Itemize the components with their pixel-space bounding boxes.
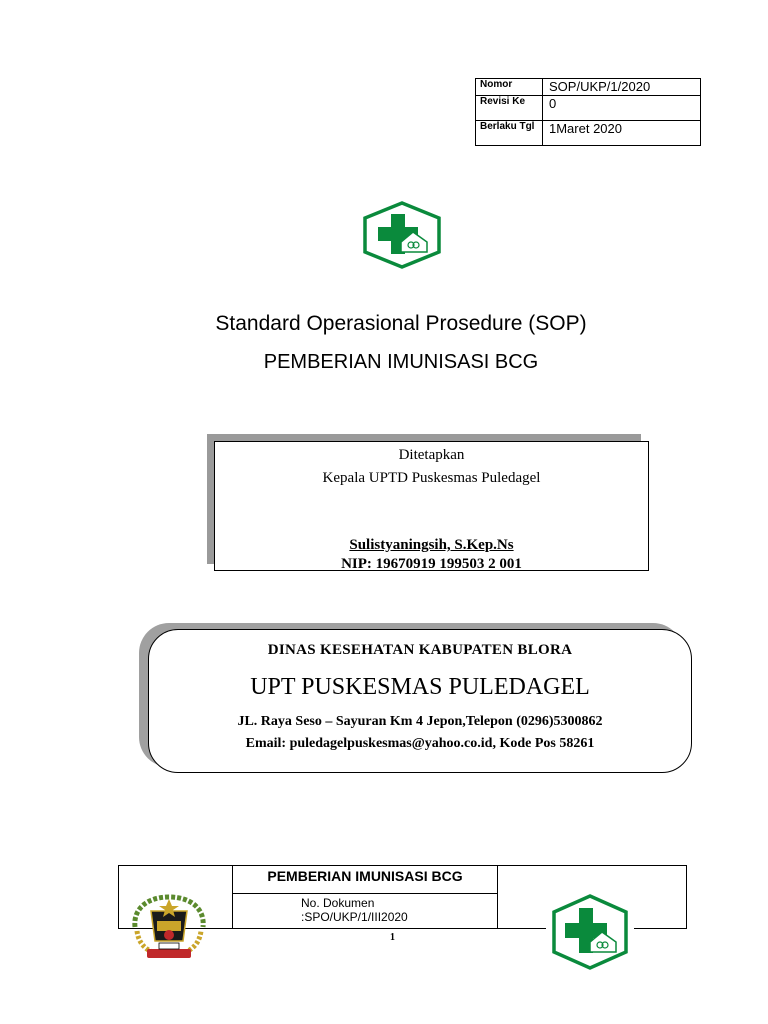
meta-key-nomor: Nomor bbox=[476, 79, 543, 96]
approver-nip: NIP: 19670919 199503 2 001 bbox=[341, 556, 522, 571]
approval-box bbox=[214, 441, 649, 571]
document-meta-table bbox=[475, 78, 701, 146]
puskesmas-logo-icon bbox=[355, 200, 449, 270]
footer-doc-value: :SPO/UKP/1/III2020 bbox=[301, 910, 408, 924]
approver-name: Sulistyaningsih, S.Kep.Ns bbox=[349, 537, 514, 553]
sop-title: Standard Operasional Prosedure (SOP) bbox=[215, 312, 587, 335]
puskesmas-logo-icon bbox=[546, 890, 634, 974]
meta-key-berlaku: Berlaku Tgl bbox=[476, 121, 543, 146]
meta-value-revisi: 0 bbox=[543, 96, 701, 121]
footer-document-number bbox=[301, 896, 408, 924]
approval-label: Ditetapkan bbox=[398, 447, 465, 463]
footer-doc-label: No. Dokumen bbox=[301, 896, 375, 910]
sop-subject: PEMBERIAN IMUNISASI BCG bbox=[263, 351, 539, 373]
institution-contact: Email: puledagelpuskesmas@yahoo.co.id, Kode Pos 58261 bbox=[245, 736, 595, 751]
meta-key-revisi: Revisi Ke bbox=[476, 96, 543, 121]
approval-position: Kepala UPTD Puskesmas Puledagel bbox=[322, 470, 541, 486]
institution-box bbox=[148, 629, 692, 773]
institution-name: UPT PUSKESMAS PULEDAGEL bbox=[250, 674, 590, 700]
meta-value-nomor: SOP/UKP/1/2020 bbox=[543, 79, 701, 96]
meta-value-berlaku: 1Maret 2020 bbox=[543, 121, 701, 146]
footer-title: PEMBERIAN IMUNISASI BCG bbox=[267, 868, 463, 884]
footer-divider bbox=[232, 893, 498, 894]
page-number: 1 bbox=[390, 932, 395, 943]
institution-address: JL. Raya Seso – Sayuran Km 4 Jepon,Telepon (0296)5300862 bbox=[237, 714, 603, 729]
blora-seal-icon bbox=[129, 891, 209, 963]
agency-name: DINAS KESEHATAN KABUPATEN BLORA bbox=[267, 642, 573, 658]
